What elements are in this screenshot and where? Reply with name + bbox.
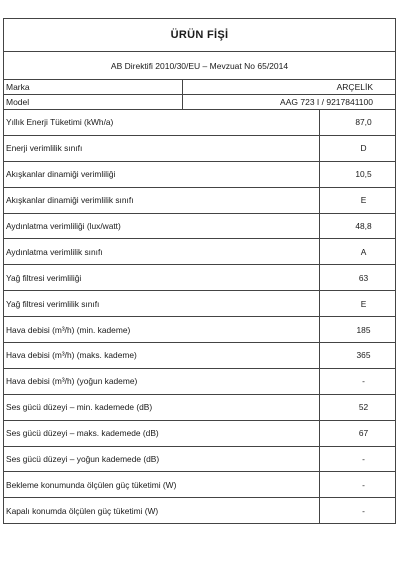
spec-value: -: [362, 505, 365, 516]
spec-label: Bekleme konumunda ölçülen güç tüketimi (W): [4, 472, 320, 497]
spec-row-airflow-max: [4, 343, 395, 369]
spec-value: 63: [358, 272, 369, 283]
spec-label: Akışkanlar dinamiği verimliliği: [4, 162, 320, 187]
spec-label: Aydınlatma verimliliği (lux/watt): [4, 214, 320, 239]
spec-label: Ses gücü düzeyi – maks. kademede (dB): [4, 421, 320, 446]
spec-row-grease-filter-efficiency: [4, 265, 395, 291]
spec-value: 48,8: [355, 221, 372, 231]
spec-value: 185: [356, 324, 371, 335]
spec-value: 365: [356, 350, 371, 361]
spec-value: A: [360, 246, 367, 257]
product-fiche: [3, 18, 396, 524]
spec-row-fluid-class: [4, 188, 395, 214]
spec-value: 52: [358, 402, 369, 413]
spec-label: Akışkanlar dinamiği verimlilik sınıfı: [4, 188, 320, 213]
spec-row-standby-power: [4, 472, 395, 498]
spec-value: 87,0: [355, 117, 372, 128]
fiche-title: ÜRÜN FİŞİ: [4, 19, 395, 52]
spec-label: Hava debisi (m³/h) (min. kademe): [4, 317, 320, 342]
spec-value: 67: [358, 428, 369, 439]
spec-value: E: [360, 298, 367, 309]
spec-row-lighting-efficiency: [4, 214, 395, 240]
spec-row-noise-min: [4, 395, 395, 421]
spec-row-noise-intensive: [4, 447, 395, 473]
spec-label: Aydınlatma verimlilik sınıfı: [4, 239, 320, 264]
spec-row-off-mode-power: [4, 498, 395, 523]
spec-label: Ses gücü düzeyi – min. kademede (dB): [4, 395, 320, 420]
spec-label: Ses gücü düzeyi – yoğun kademede (dB): [4, 447, 320, 472]
spec-row-energy-class: [4, 136, 395, 162]
model-label: Model: [4, 95, 183, 109]
brand-value: ARÇELİK: [336, 82, 373, 92]
spec-value: D: [360, 143, 367, 154]
spec-label: Kapalı konumda ölçülen güç tüketimi (W): [4, 498, 320, 523]
spec-row-grease-filter-class: [4, 291, 395, 317]
spec-label: Yağ filtresi verimlilik sınıfı: [4, 291, 320, 316]
spec-value: E: [360, 195, 367, 206]
spec-value: -: [362, 479, 365, 490]
spec-row-airflow-min: [4, 317, 395, 343]
spec-row-airflow-intensive: [4, 369, 395, 395]
model-value: AAG 723 I / 9217841100: [280, 97, 373, 107]
spec-label: Yağ filtresi verimliliği: [4, 265, 320, 290]
spec-label: Hava debisi (m³/h) (yoğun kademe): [4, 369, 320, 394]
directive-reference: AB Direktifi 2010/30/EU – Mevzuat No 65/2014: [4, 52, 395, 80]
brand-row: [4, 80, 395, 95]
spec-row-annual-energy: [4, 110, 395, 136]
spec-row-noise-max: [4, 421, 395, 447]
spec-label: Yıllık Enerji Tüketimi (kWh/a): [4, 110, 320, 135]
spec-value: -: [362, 454, 365, 465]
spec-value: 10,5: [355, 169, 372, 180]
brand-label: Marka: [4, 80, 183, 94]
spec-row-fluid-efficiency: [4, 162, 395, 188]
spec-value: -: [362, 376, 365, 387]
model-row: [4, 95, 395, 110]
spec-label: Hava debisi (m³/h) (maks. kademe): [4, 343, 320, 368]
spec-row-lighting-class: [4, 239, 395, 265]
spec-label: Enerji verimlilik sınıfı: [4, 136, 320, 161]
